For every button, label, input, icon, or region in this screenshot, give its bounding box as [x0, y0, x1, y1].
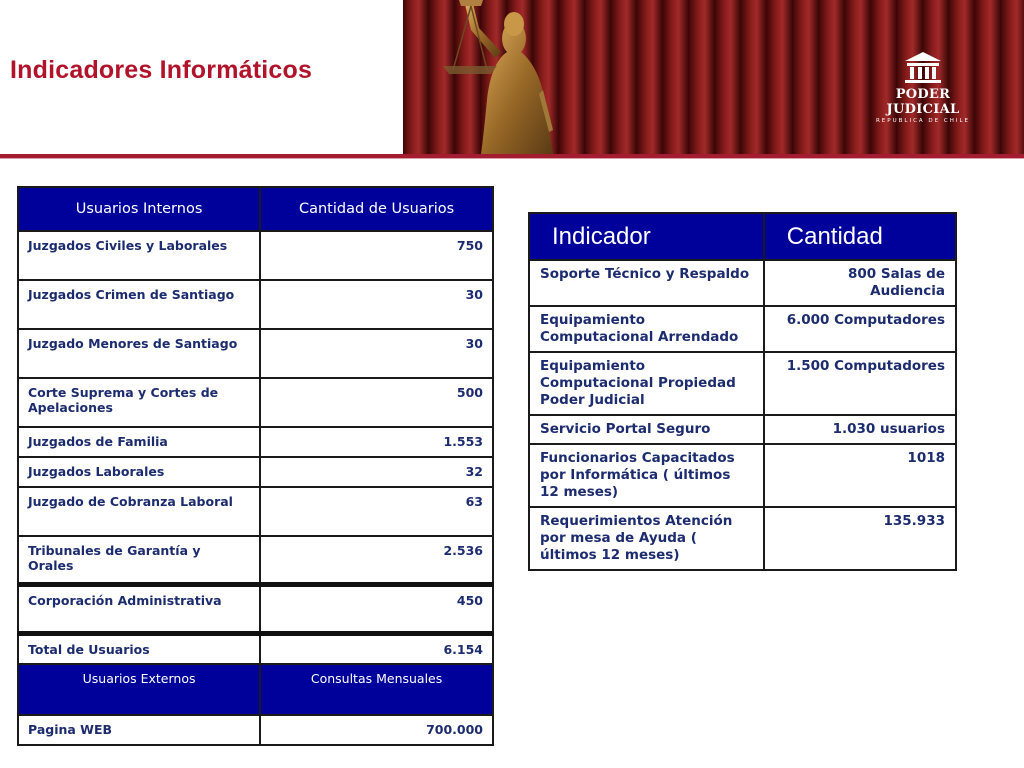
title-divider-shadow [0, 158, 1024, 159]
header-indicador: Indicador [529, 213, 764, 260]
row-value: 2.536 [260, 536, 493, 584]
table-row [18, 231, 493, 280]
table-row [529, 306, 956, 352]
table-row [529, 507, 956, 570]
row-value: 63 [260, 487, 493, 536]
row-label: Requerimientos Atención por mesa de Ayuda ( últimos 12 meses) [529, 507, 764, 570]
row-value: 450 [260, 584, 493, 633]
row-value: 32 [260, 457, 493, 487]
row-label: Equipamiento Computacional Propiedad Poder Judicial [529, 352, 764, 415]
external-header-row [18, 664, 493, 715]
total-label: Total de Usuarios [18, 633, 260, 664]
total-value: 6.154 [260, 633, 493, 664]
table-row [529, 415, 956, 444]
row-value: 1.030 usuarios [764, 415, 956, 444]
indicadores-header-row [529, 213, 956, 260]
row-label: Funcionarios Capacitados por Informática ( últimos 12 meses) [529, 444, 764, 507]
table-row [18, 329, 493, 378]
row-label: Corte Suprema y Cortes de Apelaciones [18, 378, 260, 427]
row-label: Juzgados Crimen de Santiago [18, 280, 260, 329]
slide-title: Indicadores Informáticos [10, 56, 313, 84]
header-cantidad: Cantidad [764, 213, 956, 260]
indicadores-table [528, 212, 957, 571]
table-row [529, 260, 956, 306]
row-value: 750 [260, 231, 493, 280]
row-label: Juzgado de Cobranza Laboral [18, 487, 260, 536]
row-value: 1018 [764, 444, 956, 507]
usuarios-table [17, 186, 494, 746]
row-label: Soporte Técnico y Respaldo [529, 260, 764, 306]
table-row [18, 715, 493, 745]
logo-subtitle: REPUBLICA DE CHILE [875, 118, 971, 124]
header-consultas-mensuales: Consultas Mensuales [260, 664, 493, 715]
row-value: 1.500 Computadores [764, 352, 956, 415]
row-value: 135.933 [764, 507, 956, 570]
row-label: Pagina WEB [18, 715, 260, 745]
table-row [529, 444, 956, 507]
row-value: 30 [260, 280, 493, 329]
row-label: Juzgados Civiles y Laborales [18, 231, 260, 280]
row-label: Corporación Administrativa [18, 584, 260, 633]
header-usuarios-externos: Usuarios Externos [18, 664, 260, 715]
row-value: 800 Salas de Audiencia [764, 260, 956, 306]
table-row [18, 487, 493, 536]
table-row [18, 584, 493, 633]
table-row [18, 457, 493, 487]
justice-statue-curtain-image [403, 0, 1024, 154]
row-value: 1.553 [260, 427, 493, 457]
total-row [18, 633, 493, 664]
usuarios-header-row [18, 187, 493, 231]
row-value: 700.000 [260, 715, 493, 745]
banner-image [403, 0, 1024, 154]
row-label: Juzgados de Familia [18, 427, 260, 457]
header-usuarios-internos: Usuarios Internos [18, 187, 260, 231]
row-label: Servicio Portal Seguro [529, 415, 764, 444]
table-row [18, 427, 493, 457]
logo-title: PODER JUDICIAL [886, 87, 960, 117]
table-row [529, 352, 956, 415]
table-row [18, 536, 493, 584]
header-cantidad-usuarios: Cantidad de Usuarios [260, 187, 493, 231]
table-row [18, 378, 493, 427]
row-value: 6.000 Computadores [764, 306, 956, 352]
row-label: Tribunales de Garantía y Orales [18, 536, 260, 584]
row-label: Equipamiento Computacional Arrendado [529, 306, 764, 352]
row-label: Juzgados Laborales [18, 457, 260, 487]
row-value: 500 [260, 378, 493, 427]
row-label: Juzgado Menores de Santiago [18, 329, 260, 378]
row-value: 30 [260, 329, 493, 378]
table-row [18, 280, 493, 329]
poder-judicial-logo [858, 87, 988, 124]
